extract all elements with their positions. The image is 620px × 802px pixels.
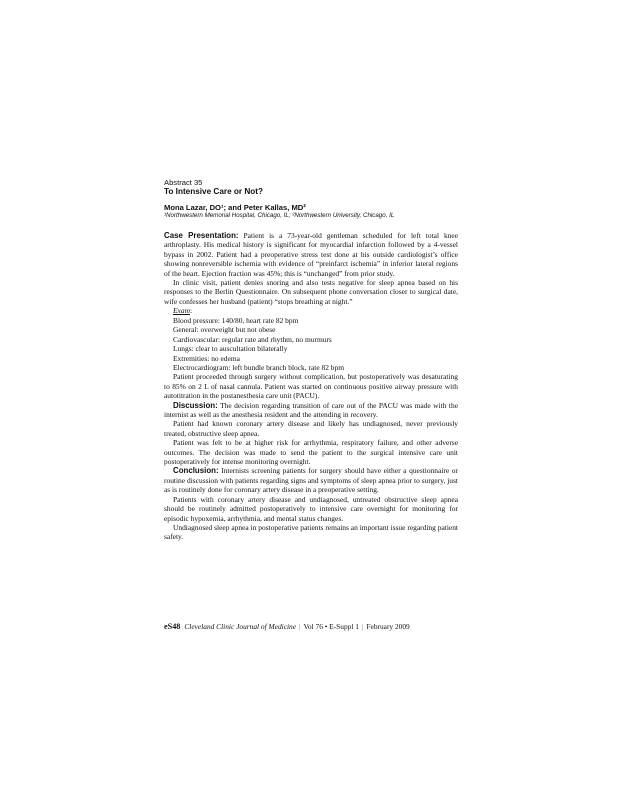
discussion-text-3: Patient was felt to be at higher risk for arrhythmia, respiratory failure, and other adverse outcomes. The decision was made to send the patient to the surgical intensive care unit postoperatively for intense monitoring overnight. (164, 438, 458, 467)
exam-line: Lungs: clear to auscultation bilaterally (173, 344, 288, 354)
discussion-paragraph (164, 401, 458, 420)
case-presentation-paragraph (164, 231, 458, 278)
discussion-heading: Discussion: (173, 400, 218, 410)
conclusion-text-1: Internists screening patients for surgery should have either a questionnaire or routine discussion with patients regarding signs and symptoms of sleep apnea prior to surgery, just as is routinely done for coronary artery disease in a preoperative setting. (164, 466, 458, 495)
affiliations: ¹Northwestern Memorial Hospital, Chicago, IL; ²Northwestern University, Chicago, IL (164, 212, 395, 219)
abstract-number: Abstract 35 (164, 178, 203, 187)
footer-divider: | (361, 622, 364, 631)
exam-line: Electrocardiogram: left bundle branch block, rate 82 bpm (173, 362, 344, 372)
discussion-text-1: The decision regarding transition of care out of the PACU was made with the internist as well as the anesthesia resident and the attending in recovery. (164, 400, 458, 420)
abstract-page (164, 178, 458, 542)
page-number: eS48 (164, 622, 181, 631)
volume-info: Vol 76 • E-Suppl 1 (303, 622, 359, 631)
exam-line: General: overweight but not obese (173, 325, 276, 335)
exam-line: Cardiovascular: regular rate and rhythm, no murmurs (173, 334, 332, 344)
footer-divider: | (299, 622, 301, 631)
case-text-3: Patient proceeded through surgery without complication, but postoperatively was desaturating to 85% on 2 L of nasal cannula. Patient was started on continuous positive airway pressure with autotitration in the postanesthesia care unit (PACU). (164, 372, 458, 401)
conclusion-heading: Conclusion: (173, 466, 219, 476)
case-text-1: Patient is a 73-year-old gentleman scheduled for left total knee arthroplasty. His medical history is significant for myocardial infarction followed by a 4-vessel bypass in 2002. Patient had a preoperative stress test done at his outside cardiologist’s office showing nonreversible ischemia with evidence of “preinfarct ischemia” in inferior lateral regions of the heart. Ejection fraction was 45%; this is “unchanged” from prior study. (164, 231, 458, 278)
author-list: Mona Lazar, DO¹; and Peter Kallas, MD² (164, 203, 306, 212)
exam-line: Blood pressure: 140/80, heart rate 82 bpm (173, 315, 299, 325)
abstract-title: To Intensive Care or Not? (164, 187, 264, 196)
conclusion-text-2: Patients with coronary artery disease and undiagnosed, untreated obstructive sleep apnea should be routinely admitted postoperatively to intensive care overnight for monitoring for episodic hypoxemia, arrhythmia, and mental status changes. (164, 494, 458, 523)
issue-date: February 2009 (366, 622, 410, 631)
exam-block: Exam: Blood pressure: 140/80, heart rate 82 bpm General: overweight but not obese Cardiovascular: regular rate and rhythm, no murmurs Lungs: clear to auscultation bilaterally Extremities: no edema Electrocardiogram: left bundle branch block, rate 82 bpm (164, 306, 458, 372)
journal-name: Cleveland Clinic Journal of Medicine (184, 622, 297, 631)
exam-label: Exam (173, 306, 190, 316)
case-presentation-heading: Case Presentation: (164, 231, 239, 240)
exam-line: Extremities: no edema (173, 353, 240, 363)
case-text-2: In clinic visit, patient denies snoring and also tests negative for sleep apnea based on his responses to the Berlin Questionnaire. On subsequent phone conversation closer to surgical date, wife confesses her husband (patient) “stops breathing at night.” (164, 278, 458, 306)
discussion-text-2: Patient had known coronary artery disease and likely has undiagnosed, never previously treated, obstructive sleep apnea. (164, 419, 458, 438)
abstract-body (164, 231, 458, 542)
conclusion-paragraph (164, 466, 458, 494)
conclusion-text-3: Undiagnosed sleep apnea in postoperative patients remains an important issue regarding patient safety. (164, 522, 458, 542)
page-footer (164, 622, 458, 631)
